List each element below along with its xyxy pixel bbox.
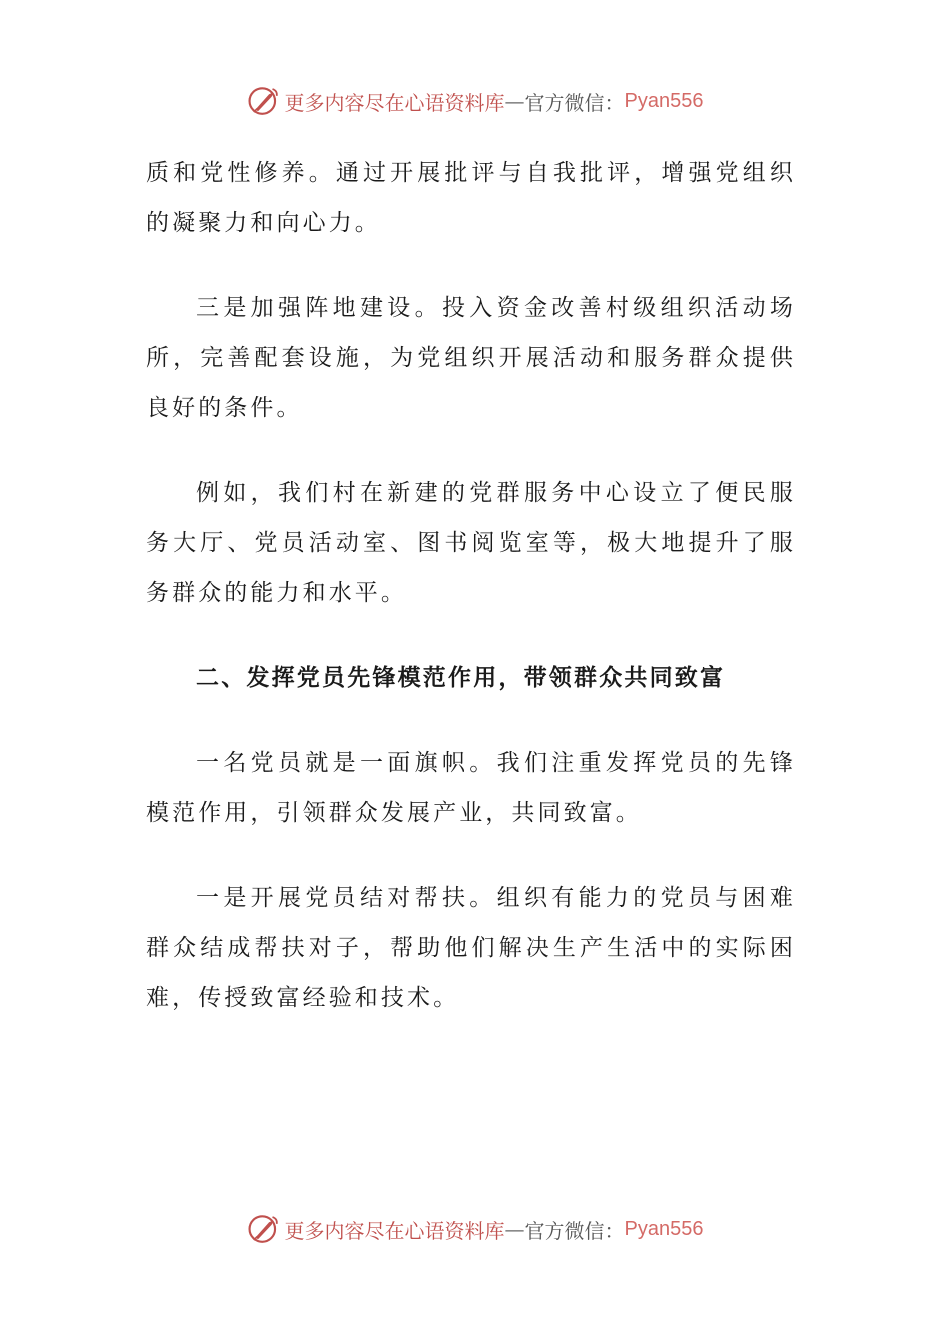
banner-official: 官方微信： [524, 1218, 625, 1243]
banner-separator: — [504, 89, 525, 113]
footer-banner [0, 1212, 950, 1246]
paragraph-4: 一名党员就是一面旗帜。我们注重发挥党员的先锋模范作用，引领群众发展产业，共同致富。 [146, 750, 796, 826]
pen-nib-circle-icon [247, 1212, 281, 1246]
paragraph-5: 一是开展党员结对帮扶。组织有能力的党员与困难群众结成帮扶对子，帮助他们解决生产生活中的实际困难，传授致富经验和技术。 [146, 885, 796, 1011]
header-banner [0, 84, 950, 118]
banner-brand: 更多内容尽在心语资料库 [284, 90, 505, 115]
banner-wechat-id: Pyan556 [624, 1217, 704, 1240]
paragraph-1: 质和党性修养。通过开展批评与自我批评，增强党组织的凝聚力和向心力。 [146, 160, 796, 236]
banner-official: 官方微信： [524, 90, 625, 115]
banner-separator: — [504, 1217, 525, 1241]
banner-brand: 更多内容尽在心语资料库 [284, 1218, 505, 1243]
banner-wechat-id: Pyan556 [624, 89, 704, 112]
section-heading: 二、发挥党员先锋模范作用，带领群众共同致富 [196, 665, 726, 691]
document-body [146, 148, 796, 1058]
pen-nib-circle-icon [247, 84, 281, 118]
paragraph-3: 例如，我们村在新建的党群服务中心设立了便民服务大厅、党员活动室、图书阅览室等，极大地提升了服务群众的能力和水平。 [146, 480, 796, 606]
paragraph-2: 三是加强阵地建设。投入资金改善村级组织活动场所，完善配套设施，为党组织开展活动和服务群众提供良好的条件。 [146, 295, 796, 421]
